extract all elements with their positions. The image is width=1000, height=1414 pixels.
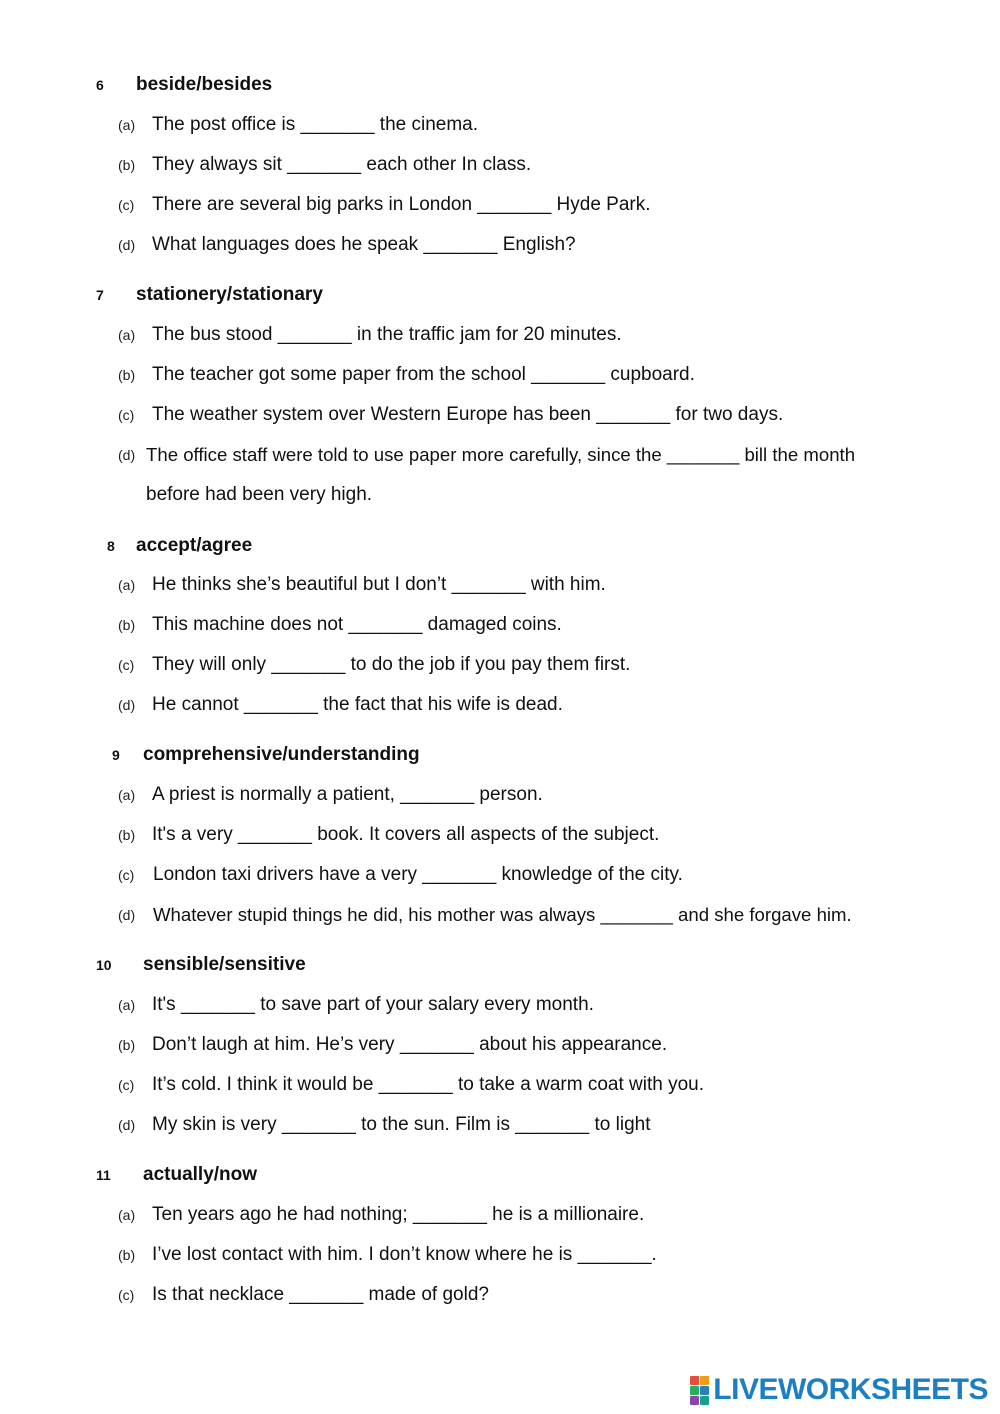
logo-square-icon: [690, 1396, 699, 1405]
exercise-sentence: This machine does not _______ damaged coins.: [152, 614, 562, 635]
item-label: (d): [118, 237, 136, 253]
section-11-title: actually/now: [143, 1164, 258, 1185]
exercise-sentence: What languages does he speak _______ English?: [152, 234, 576, 255]
exercise-sentence: There are several big parks in London _______ Hyde Park.: [152, 194, 651, 215]
exercise-sentence-continuation: before had been very high.: [146, 484, 373, 505]
section-7-title: stationery/stationary: [136, 284, 323, 305]
section-11-number: 11: [96, 1167, 111, 1183]
item-label: (a): [118, 997, 136, 1013]
section-7-number: 7: [96, 287, 104, 303]
exercise-sentence: Don’t laugh at him. He’s very _______ about his appearance.: [152, 1034, 668, 1055]
exercise-sentence: Is that necklace _______ made of gold?: [152, 1284, 489, 1305]
liveworksheets-logo[interactable]: [690, 1373, 988, 1407]
item-label: (b): [118, 827, 136, 843]
item-label: (b): [118, 1247, 136, 1263]
item-label: (b): [118, 367, 136, 383]
exercise-sentence: It's a very _______ book. It covers all aspects of the subject.: [152, 824, 660, 845]
liveworksheets-logo-icon: [690, 1376, 709, 1405]
section-6-title: beside/besides: [136, 74, 273, 95]
item-label: (c): [118, 1287, 135, 1303]
item-label: (c): [118, 197, 135, 213]
item-label: (c): [118, 867, 135, 883]
exercise-sentence: A priest is normally a patient, _______ person.: [152, 784, 543, 805]
item-label: (a): [118, 1207, 136, 1223]
exercise-sentence: The office staff were told to use paper more carefully, since the _______ bill the month: [146, 444, 856, 465]
exercise-sentence: London taxi drivers have a very _______ knowledge of the city.: [153, 864, 683, 885]
item-label: (b): [118, 617, 136, 633]
item-label: (c): [118, 1077, 135, 1093]
section-6-number: 6: [96, 77, 104, 93]
exercise-sentence: The post office is _______ the cinema.: [152, 114, 479, 135]
section-8-number: 8: [107, 538, 115, 554]
item-label: (d): [118, 697, 136, 713]
logo-square-icon: [690, 1376, 699, 1385]
exercise-sentence: It’s cold. I think it would be _______ to take a warm coat with you.: [152, 1074, 705, 1095]
exercise-sentence: He thinks she’s beautiful but I don’t _______ with him.: [152, 574, 606, 595]
item-label: (a): [118, 327, 136, 343]
item-label: (a): [118, 577, 136, 593]
exercise-sentence: They will only _______ to do the job if you pay them first.: [152, 654, 631, 675]
section-10-number: 10: [96, 957, 112, 973]
exercise-sentence: They always sit _______ each other In class.: [152, 154, 532, 175]
logo-square-icon: [690, 1386, 699, 1395]
logo-square-icon: [700, 1376, 709, 1385]
item-label: (d): [118, 447, 136, 463]
item-label: (b): [118, 1037, 136, 1053]
exercise-sentence: Ten years ago he had nothing; _______ he is a millionaire.: [152, 1204, 645, 1225]
exercise-sentence: He cannot _______ the fact that his wife is dead.: [152, 694, 563, 715]
exercise-sentence: The bus stood _______ in the traffic jam for 20 minutes.: [152, 324, 622, 345]
item-label: (a): [118, 117, 136, 133]
item-label: (a): [118, 787, 136, 803]
liveworksheets-logo-text: LIVEWORKSHEETS: [713, 1373, 988, 1406]
exercise-sentence: The weather system over Western Europe has been _______ for two days.: [152, 404, 784, 425]
exercise-sentence: It's _______ to save part of your salary every month.: [152, 994, 594, 1015]
section-9-number: 9: [112, 747, 120, 763]
item-label: (b): [118, 157, 136, 173]
item-label: (d): [118, 907, 136, 923]
exercise-sentence: The teacher got some paper from the school _______ cupboard.: [152, 364, 695, 385]
item-label: (c): [118, 407, 135, 423]
item-label: (c): [118, 657, 135, 673]
section-9-title: comprehensive/understanding: [143, 744, 420, 765]
exercise-sentence: I’ve lost contact with him. I don’t know where he is _______.: [152, 1244, 657, 1265]
exercise-sentence: Whatever stupid things he did, his mother was always _______ and she forgave him.: [153, 904, 852, 925]
section-10-title: sensible/sensitive: [143, 954, 306, 975]
logo-square-icon: [700, 1386, 709, 1395]
item-label: (d): [118, 1117, 136, 1133]
logo-square-icon: [700, 1396, 709, 1405]
section-8-title: accept/agree: [136, 535, 253, 556]
exercise-sentence: My skin is very _______ to the sun. Film is _______ to light: [152, 1114, 651, 1135]
